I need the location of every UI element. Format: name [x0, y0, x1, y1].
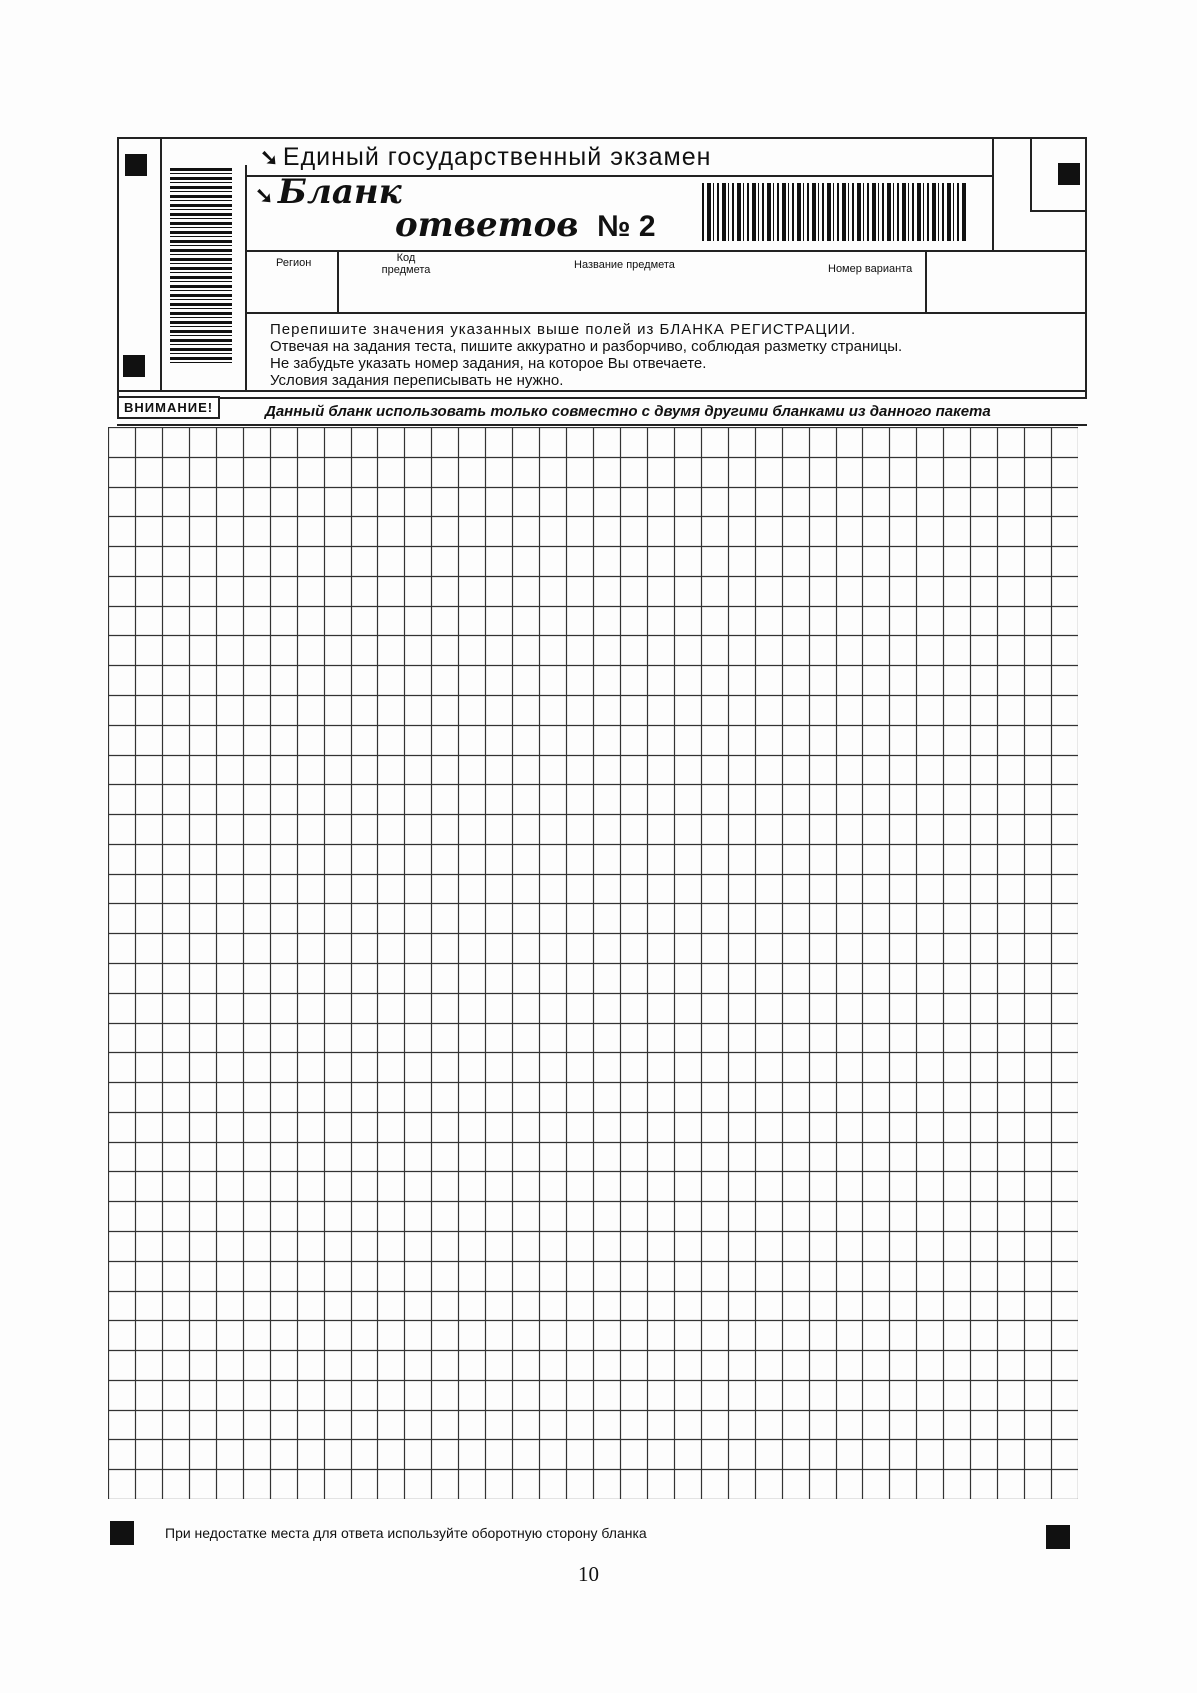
warning-label: ВНИМАНИЕ!: [117, 396, 220, 419]
instruction-line: Не забудьте указать номер задания, на которое Вы отвечаете.: [270, 355, 707, 372]
header-barcode: [702, 183, 966, 241]
instruction-line: Условия задания переписывать не нужно.: [270, 372, 564, 389]
exam-title-row: [260, 143, 711, 172]
field-subject-code-label: Код предмета: [381, 252, 431, 276]
form-name-line1-row: [255, 172, 402, 212]
footer-note: При недостатке места для ответа используйте оборотную сторону бланка: [165, 1525, 647, 1541]
form-name-line2-row: [395, 205, 656, 245]
instructions: [270, 321, 1070, 389]
field-region-label: Регион: [276, 257, 312, 269]
answer-grid[interactable]: [108, 427, 1078, 1499]
exam-title: Единый государственный экзамен: [282, 143, 712, 171]
arrow-icon: ➘: [255, 183, 274, 208]
side-barcode: [170, 168, 232, 363]
field-subject-name-label: Название предмета: [574, 259, 675, 271]
instruction-line: Перепишите значения указанных выше полей из БЛАНКА РЕГИСТРАЦИИ.: [270, 321, 857, 338]
form-name-line2: ответов: [395, 205, 579, 245]
page-number: 10: [578, 1562, 599, 1586]
field-variant-number-label: Номер варианта: [828, 263, 913, 275]
arrow-icon: ➘: [260, 145, 279, 170]
registration-marker-bottom-right: [1046, 1525, 1070, 1549]
warning-text: Данный бланк использовать только совместно с двумя другими бланками из данного пакета: [265, 403, 991, 420]
form-name-line1: Бланк: [277, 172, 402, 212]
form-number: № 2: [597, 210, 656, 243]
instruction-line: Отвечая на задания теста, пишите аккуратно и разборчиво, соблюдая разметку страницы.: [270, 338, 903, 355]
registration-marker-bottom-left: [110, 1521, 134, 1545]
answer-grid-lines: [108, 427, 1078, 1499]
